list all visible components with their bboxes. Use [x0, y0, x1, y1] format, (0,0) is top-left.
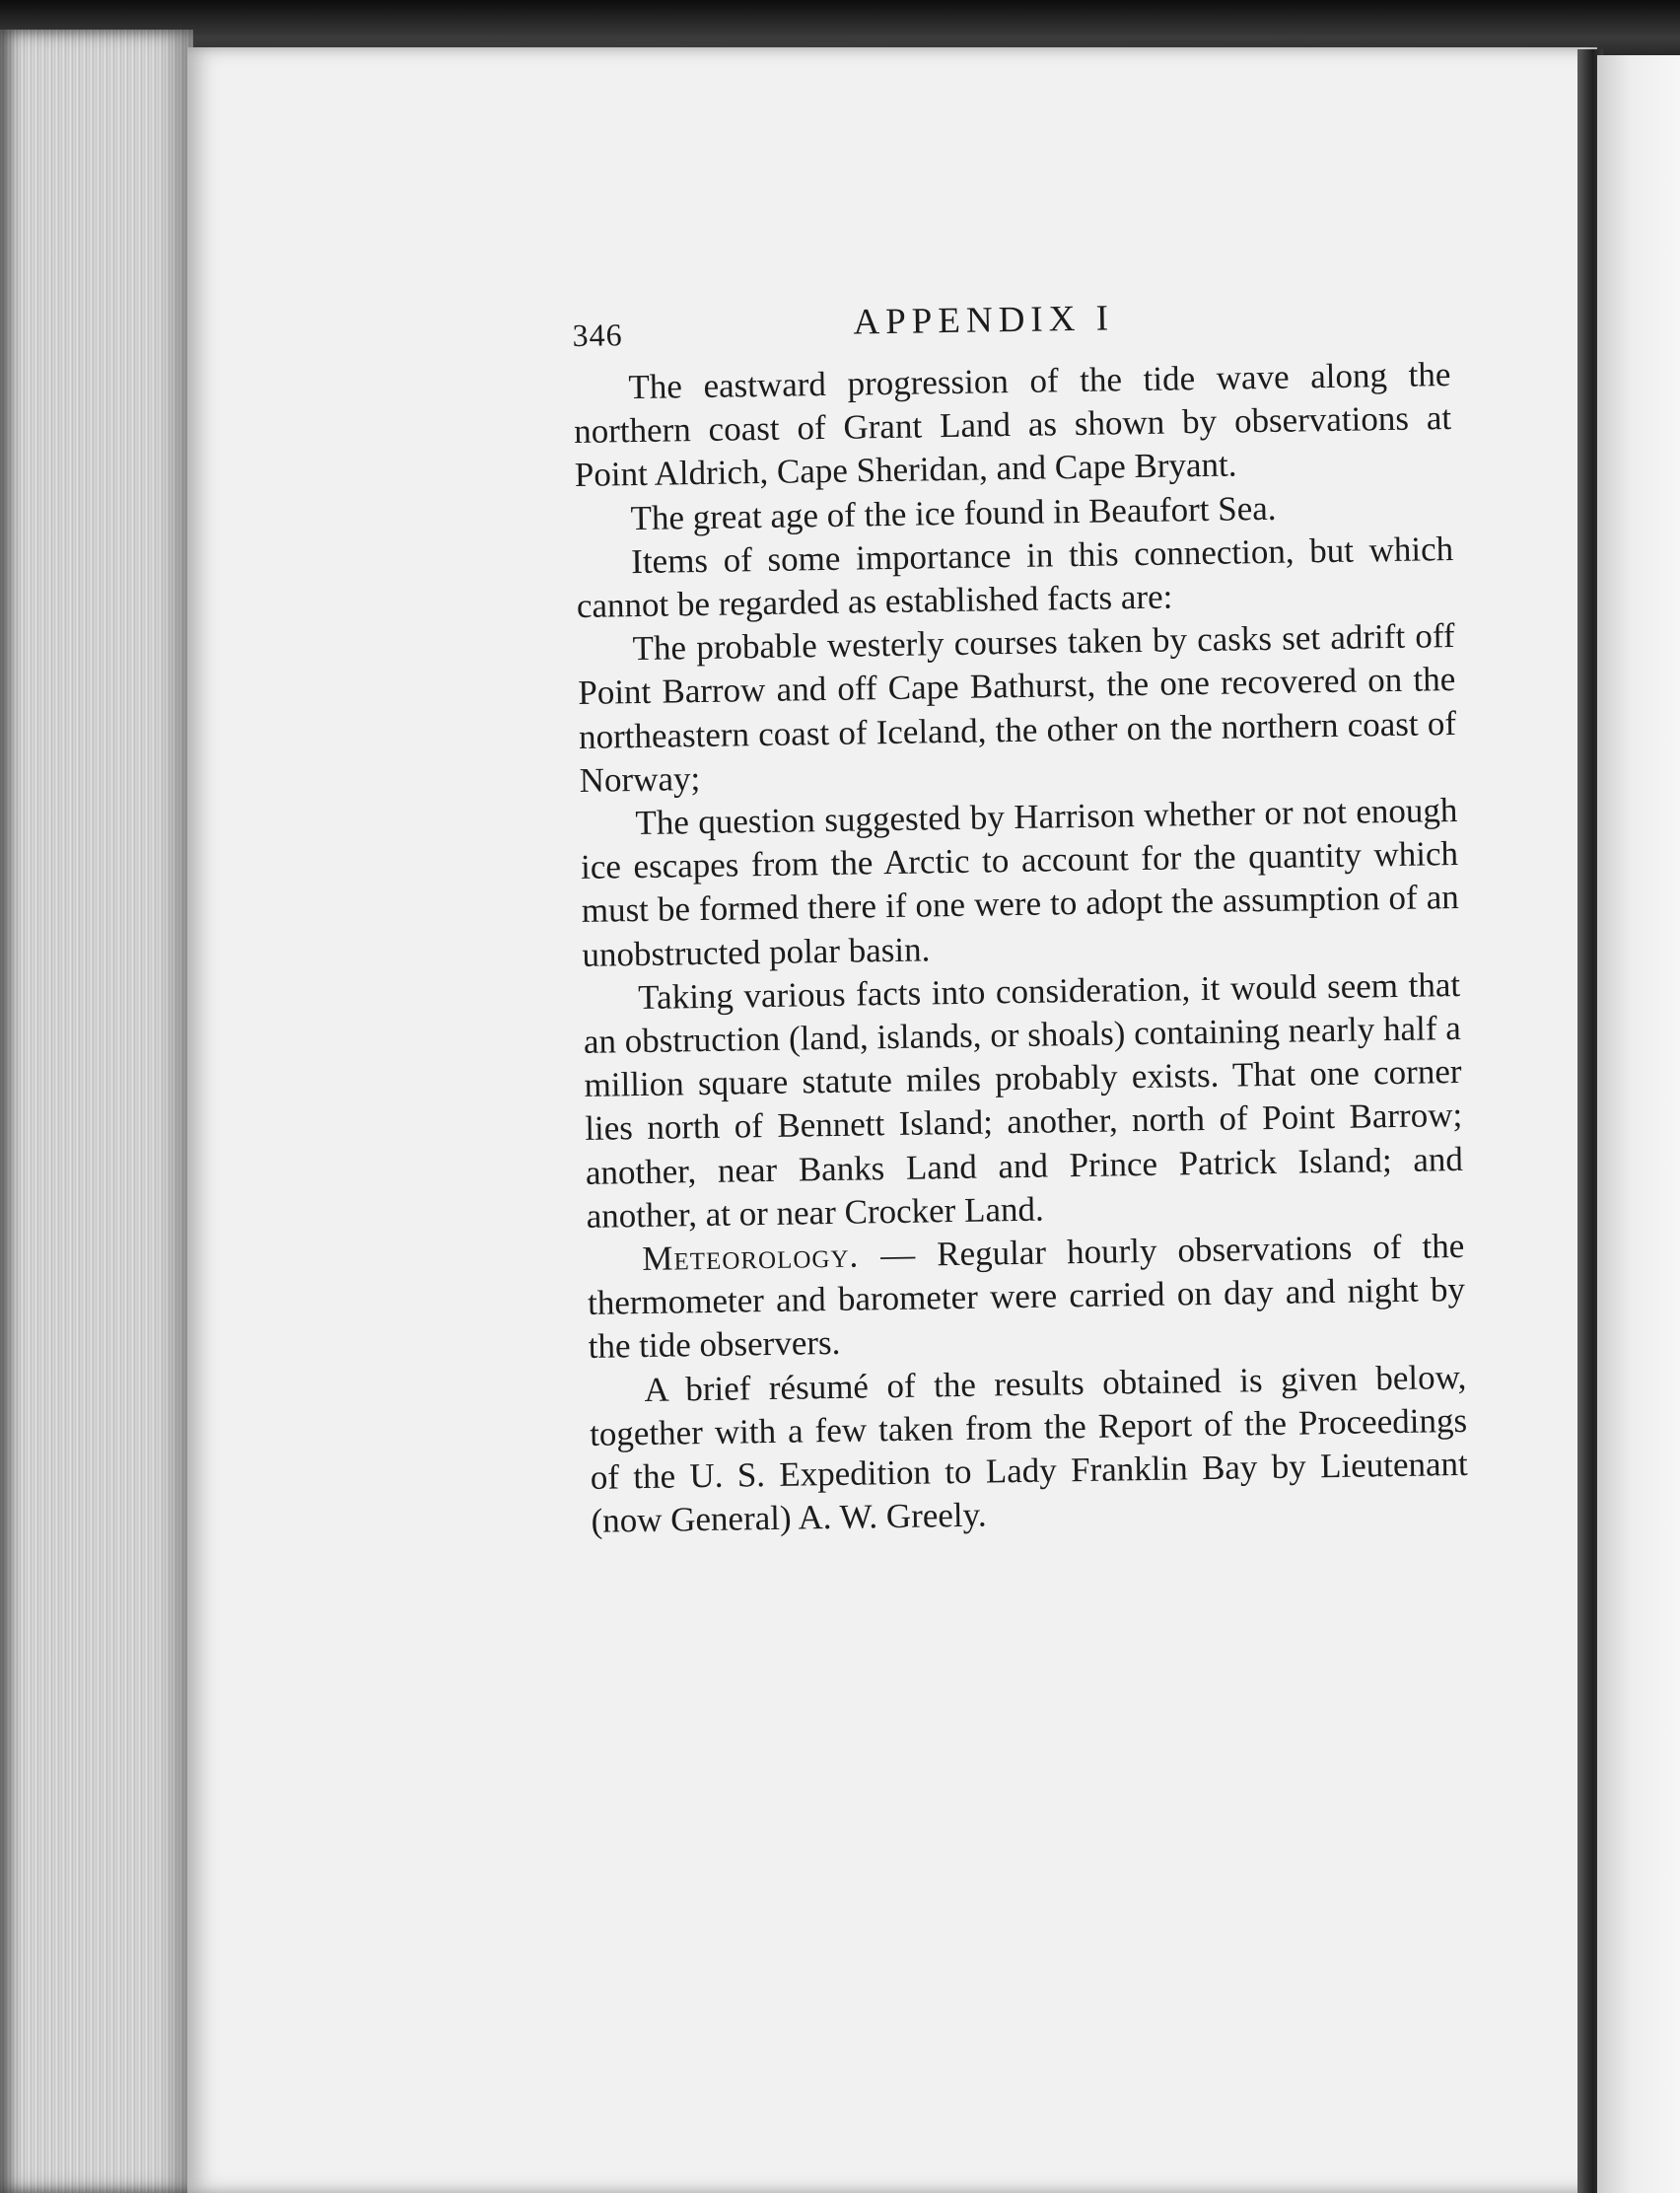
page-text	[572, 282, 1469, 1543]
paragraph: The great age of the ice found in Beaufort Sea.	[630, 488, 1277, 537]
paragraph: The probable westerly courses taken by casks set adrift off Point Barrow and off Cape Bathurst, the one recovered on the northeastern coast of Iceland, the other on the northern coast of Norway;	[578, 616, 1457, 800]
paragraph: Items of some importance in this connection, but which cannot be regarded as established facts are:	[576, 529, 1454, 625]
paragraph: The eastward progression of the tide wave along the northern coast of Grant Land as shown by observations at Point Aldrich, Cape Sheridan, and Cape Bryant.	[573, 355, 1452, 495]
page-number: 346	[572, 317, 623, 353]
paragraph: A brief résumé of the results obtained is given below, together with a few taken from the Report of the Proceedings of the U. S. Expedition to Lady Franklin Bay by Lieutenant (now General) A. W. Greely.	[589, 1357, 1469, 1541]
paragraph: Meteorology. — Regular hourly observations of the thermometer and barometer were carried on day and night by the tide observers.	[587, 1226, 1466, 1367]
paragraph: Taking various facts into consideration, it would seem that an obstruction (land, islands, or shoals) containing nearly half a million square statute miles probably exists. That one corner lies north of Bennett Island; another, north of Point Barrow; another, near Banks Land and Prince Patrick Island; and another, at or near Crocker Land.	[583, 964, 1464, 1236]
book-page-edges	[0, 30, 193, 2193]
next-page-edge	[1597, 55, 1680, 2193]
running-title: APPENDIX I	[853, 298, 1115, 343]
paragraph: The question suggested by Harrison whether or not enough ice escapes from the Arctic to account for the quantity which must be formed there if one were to adopt the assumption of an unobstructed polar basin.	[580, 790, 1459, 974]
section-lead: Meteorology. —	[642, 1235, 917, 1279]
running-head	[572, 282, 1450, 367]
